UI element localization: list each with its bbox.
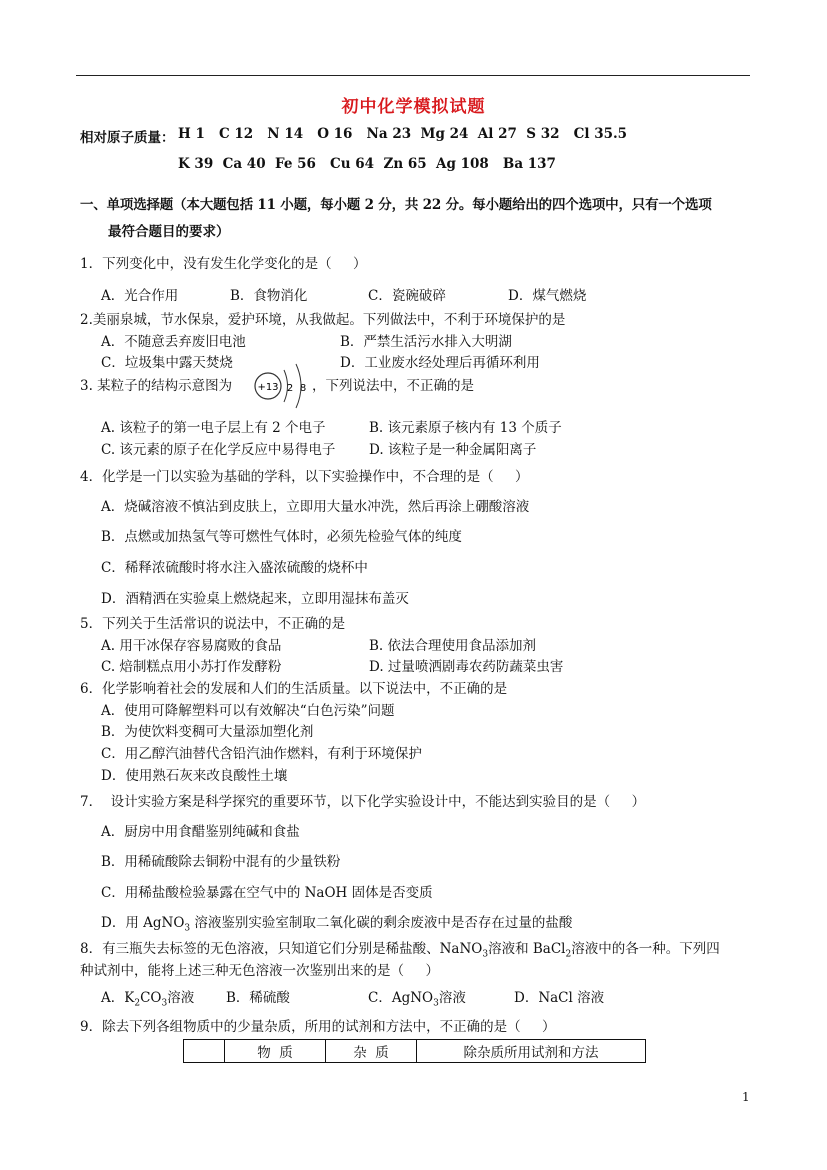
question-6-stem: 6．化学影响着社会的发展和人们的生活质量。以下说法中，不正确的是 (80, 681, 508, 697)
q5-option-a: A. 用干冰保存容易腐败的食品 (101, 638, 282, 654)
q8-option-d: D．NaCl 溶液 (514, 990, 605, 1006)
page-title: 初中化学模拟试题 (341, 97, 486, 117)
atomic-mass-line2: K 39 Ca 40 Fe 56 Cu 64 Zn 65 Ag 108 Ba 137 (178, 156, 556, 172)
atomic-structure-diagram (250, 358, 320, 414)
atomic-mass-label: 相对原子质量： (80, 130, 175, 146)
question-5-stem: 5．下列关于生活常识的说法中，不正确的是 (80, 616, 346, 632)
q3-option-c: C. 该元素的原子在化学反应中易得电子 (101, 442, 336, 458)
q2-option-c: C．垃圾集中露天焚烧 (101, 355, 233, 371)
question-1-stem: 1．下列变化中，没有发生化学变化的是（ ） (80, 256, 367, 272)
question-4-stem: 4．化学是一门以实验为基础的学科，以下实验操作中，不合理的是（ ） (80, 469, 529, 485)
table-header-cell: 除杂质所用试剂和方法 (417, 1040, 646, 1063)
q8-option-b: B．稀硫酸 (226, 990, 290, 1006)
q2-option-b: B．严禁生活污水排入大明湖 (340, 334, 512, 350)
q8-option-a: A．$K_2CO_3$溶液 (101, 990, 195, 1009)
q7-option-a: A．厨房中用食醋鉴别纯碱和食盐 (101, 824, 300, 840)
q5-option-c: C. 焙制糕点用小苏打作发酵粉 (101, 659, 282, 675)
q1-option-c: C．瓷碗破碎 (368, 288, 446, 304)
q6-option-c: C．用乙醇汽油替代含铅汽油作燃料，有利于环境保护 (101, 746, 422, 762)
question-3-stem-end: ，下列说法中，不正确的是 (312, 378, 474, 394)
shell-1-count: 2 (286, 383, 294, 394)
q7-option-c: C．用稀盐酸检验暴露在空气中的 NaOH 固体是否变质 (101, 885, 433, 901)
q4-option-b: B．点燃或加热氢气等可燃性气体时，必须先检验气体的纯度 (101, 529, 462, 545)
nucleus-charge: +13 (257, 382, 279, 393)
q6-option-a: A．使用可降解塑料可以有效解决“白色污染”问题 (101, 703, 395, 719)
q1-option-b: B．食物消化 (230, 288, 308, 304)
q2-option-d: D．工业废水经处理后再循环利用 (340, 355, 540, 371)
table-header-row (184, 1040, 646, 1063)
q4-option-d: D．酒精洒在实验桌上燃烧起来，立即用湿抹布盖灭 (101, 591, 409, 607)
q6-option-b: B．为使饮料变稠可大量添加塑化剂 (101, 724, 314, 740)
question-7-stem: 7． 设计实验方案是科学探究的重要环节，以下化学实验设计中，不能达到实验目的是（ ） (80, 794, 646, 810)
q2-option-a: A．不随意丢弃废旧电池 (101, 334, 246, 350)
q4-option-a: A．烧碱溶液不慎沾到皮肤上，立即用大量水冲洗，然后再涂上硼酸溶液 (101, 499, 530, 515)
section-heading: 一、单项选择题（本大题包括 11 小题，每小题 2 分，共 22 分。每小题给出的四个选项中，只有一个选项 (80, 197, 712, 213)
q7-option-b: B．用稀硫酸除去铜粉中混有的少量铁粉 (101, 854, 341, 870)
q7-option-d: D．用 AgNO$_3$ 溶液鉴别实验室制取二氧化碳的剩余废液中是否存在过量的盐酸 (101, 915, 573, 934)
q8-option-c: C．AgNO$_3$溶液 (368, 990, 466, 1009)
q5-option-d: D. 过量喷洒剧毒农药防蔬菜虫害 (369, 659, 564, 675)
top-rule (76, 75, 750, 76)
page-number: 1 (742, 1090, 750, 1104)
atomic-mass-line1: H 1 C 12 N 14 O 16 Na 23 Mg 24 Al 27 S 32 Cl 35.5 (178, 126, 628, 142)
q3-option-b: B. 该元素原子核内有 13 个质子 (369, 420, 562, 436)
shell-2-count: 8 (299, 383, 307, 394)
q5-option-b: B. 依法合理使用食品添加剂 (369, 638, 537, 654)
section-heading-cont: 最符合题目的要求） (108, 224, 230, 240)
table-header-cell: 物 质 (225, 1040, 326, 1063)
q3-option-a: A. 该粒子的第一电子层上有 2 个电子 (101, 420, 326, 436)
question-8-stem: 8．有三瓶失去标签的无色溶液，只知道它们分别是稀盐酸、NaNO$_3$溶液和 BaCl$_2$溶液中的各一种。下列四 (80, 941, 720, 960)
q3-option-d: D. 该粒子是一种金属阳离子 (369, 442, 537, 458)
table-header-cell: 杂 质 (326, 1040, 417, 1063)
question-2-stem: 2.美丽泉城，节水保泉，爱护环境，从我做起。下列做法中，不利于环境保护的是 (80, 312, 566, 328)
question-3-stem-start: 3. 某粒子的结构示意图为 (80, 378, 233, 394)
q6-option-d: D．使用熟石灰来改良酸性土壤 (101, 768, 288, 784)
q4-option-c: C．稀释浓硫酸时将水注入盛浓硫酸的烧杯中 (101, 560, 368, 576)
impurity-table (183, 1039, 646, 1063)
table-header-cell (184, 1040, 225, 1063)
q1-option-d: D．煤气燃烧 (508, 288, 587, 304)
question-8-stem-cont: 种试剂中，能将上述三种无色溶液一次鉴别出来的是（ ） (80, 963, 439, 979)
q1-option-a: A．光合作用 (101, 288, 179, 304)
question-9-stem: 9．除去下列各组物质中的少量杂质，所用的试剂和方法中，不正确的是（ ） (80, 1019, 556, 1035)
